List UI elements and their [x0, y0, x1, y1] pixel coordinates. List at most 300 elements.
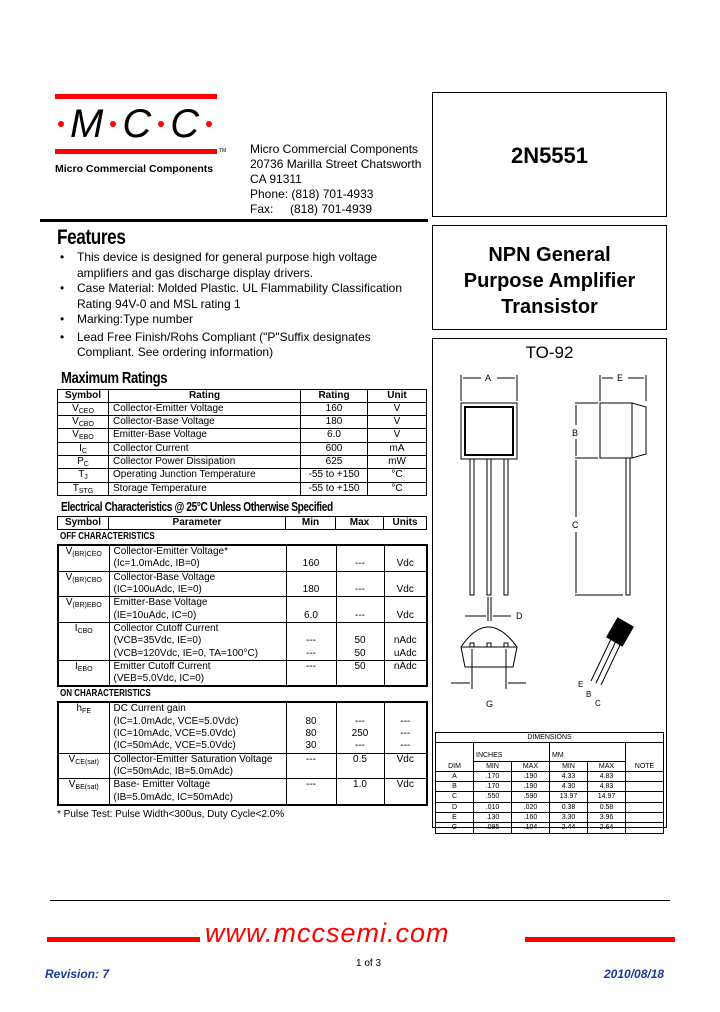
symbol-cell [58, 482, 109, 495]
cell-line: Vdc [396, 753, 414, 765]
parameter-cell [109, 702, 286, 753]
dimension-cell [626, 792, 664, 802]
table-row [436, 771, 664, 781]
dimension-cell: 4.83 [588, 771, 626, 781]
symbol: V [65, 597, 73, 609]
symbol: V [65, 546, 73, 558]
value-cell: 625 [301, 455, 368, 468]
table-row [58, 597, 427, 623]
cell-line [291, 546, 332, 558]
electrical-header-table [57, 516, 427, 530]
table-row [58, 779, 427, 805]
symbol: h [76, 703, 83, 715]
description-line: Purpose Amplifier [463, 270, 636, 292]
address-line: Micro Commercial Components [250, 142, 419, 156]
symbol-cell [58, 571, 109, 597]
company-name: Micro Commercial Components [55, 163, 214, 175]
description-line: NPN General [488, 244, 611, 266]
cell-line: (IC=50mAdc, VCE=5.0Vdc) [113, 740, 236, 752]
part-number-box [432, 92, 667, 217]
dimension-cell: 3.96 [588, 813, 626, 823]
left-column [57, 225, 426, 821]
cell-line [341, 546, 380, 558]
cell-line: nAdc [393, 635, 417, 647]
pulse-test-note: * Pulse Test: Pulse Width<300us, Duty Cycle<2.0% [57, 808, 285, 820]
table-row [58, 545, 427, 571]
footer-left-bar [47, 937, 200, 942]
column-header: Unit [368, 389, 427, 402]
feature-item: • Marking:Type number [60, 312, 429, 328]
dimension-cell: .010 [474, 802, 512, 812]
cell-line [291, 673, 332, 685]
column-header: Symbol [58, 516, 109, 529]
dimension-cell: .020 [512, 802, 550, 812]
symbol-subscript: J [84, 474, 88, 482]
parameter-cell [109, 660, 286, 686]
symbol-cell [58, 660, 109, 686]
dimension-cell: 4.33 [550, 771, 588, 781]
cell-line: (IE=10uAdc, IC=0) [113, 609, 197, 621]
fax: Fax: (818) 701-4939 [250, 202, 373, 216]
dimension-cell: .104 [512, 823, 550, 833]
cell-line: Vdc [396, 584, 414, 596]
parameter-cell [109, 597, 286, 623]
dim-label-a: A [485, 373, 492, 383]
dimension-cell: .160 [512, 813, 550, 823]
symbol-cell [58, 545, 109, 571]
dimension-cell: 2.44 [550, 823, 588, 833]
table-row [58, 753, 427, 779]
cell-line: Collector-Emitter Voltage* [113, 546, 228, 558]
revision: Revision: 7 [45, 967, 110, 981]
column-header: Min [286, 516, 336, 529]
max-cell [336, 660, 384, 686]
side-view [575, 375, 646, 595]
pin-label-e: E [578, 680, 584, 689]
symbol-subscript: (BR)CEO [72, 551, 102, 559]
column-header: Rating [109, 389, 301, 402]
rating-cell: Collector Current [109, 442, 301, 455]
cell-line [341, 597, 380, 609]
table-row [58, 469, 427, 482]
pin-label-c: C [595, 699, 601, 708]
dimension-cell: 4.83 [588, 782, 626, 792]
footer-divider [50, 900, 670, 901]
cell-line: (VCB=120Vdc, IE=0, TA=100°C) [113, 647, 259, 659]
dimension-cell [626, 823, 664, 833]
table-header-row [58, 389, 427, 402]
cell-line: (IC=1.0mAdc, VCE=5.0Vdc) [113, 715, 239, 727]
cell-line: 160 [302, 558, 320, 570]
cell-line: 1.0 [353, 779, 367, 791]
min-cell [286, 597, 336, 623]
cell-line: 50 [354, 647, 366, 659]
symbol: T [78, 469, 85, 481]
symbol: V [72, 429, 79, 441]
package-box [432, 338, 667, 832]
dimension-cell: 0.58 [588, 802, 626, 812]
logo-bottom-bar [55, 149, 217, 154]
max-cell [336, 622, 384, 660]
dimension-cell: A [436, 771, 474, 781]
dimensions-title: DIMENSIONS [436, 733, 664, 743]
mm-header: MM [550, 743, 626, 761]
cell-line: --- [355, 609, 365, 621]
description-line: Transistor [501, 296, 598, 318]
parameter-cell [109, 622, 286, 660]
table-row [58, 571, 427, 597]
cell-line: 30 [305, 740, 317, 752]
page-number: 1 of 3 [356, 958, 382, 969]
symbol-cell [58, 416, 109, 429]
cell-line: Vdc [396, 779, 414, 791]
cell-line: Collector Cutoff Current [113, 622, 219, 634]
cell-line: nAdc [393, 660, 417, 672]
cell-line: uAdc [393, 647, 417, 659]
symbol-subscript: FE [82, 708, 91, 716]
dimension-cell [626, 771, 664, 781]
phone: Phone: (818) 701-4933 [250, 187, 374, 201]
cell-line [291, 623, 332, 635]
rating-cell: Collector-Emitter Voltage [109, 402, 301, 415]
cell-line: (VCB=35Vdc, IE=0) [113, 635, 202, 647]
table-row [436, 813, 664, 823]
symbol: V [65, 571, 73, 583]
inches-header: INCHES [474, 743, 550, 761]
dimension-cell: .095 [474, 823, 512, 833]
max-cell [336, 571, 384, 597]
trademark: TM [219, 148, 227, 154]
max-cell [336, 753, 384, 779]
dimensions-table [435, 732, 664, 834]
table-header-row [58, 516, 427, 529]
cell-line: --- [306, 635, 316, 647]
cell-line: Collector-Base Voltage [113, 571, 216, 583]
symbol-subscript: BE(sat) [75, 784, 99, 792]
symbol: I [79, 442, 82, 454]
dimension-cell [626, 782, 664, 792]
min-cell [286, 571, 336, 597]
parameter-cell [109, 779, 286, 805]
symbol: V [68, 779, 76, 791]
cell-line [389, 572, 423, 584]
rating-cell: Collector-Base Voltage [109, 416, 301, 429]
symbol: I [74, 622, 78, 634]
rating-cell: Collector Power Dissipation [109, 455, 301, 468]
unit-cell [384, 622, 427, 660]
feature-item: • This device is designed for general purpose high voltage amplifiers and gas discharge display drivers. [60, 250, 429, 281]
dimension-cell: .550 [474, 792, 512, 802]
cell-line [389, 792, 423, 804]
rating-cell: Emitter-Base Voltage [109, 429, 301, 442]
package-name: TO-92 [525, 343, 574, 362]
min-cell [286, 702, 336, 753]
cell-line: --- [355, 715, 365, 727]
cell-line: Vdc [396, 558, 414, 570]
date: 2010/08/18 [604, 967, 665, 981]
table-row [58, 482, 427, 495]
table-row [58, 702, 427, 753]
3d-view [591, 618, 633, 685]
cell-line [341, 572, 380, 584]
column-header: NOTE [626, 743, 664, 772]
unit-cell: °C [368, 469, 427, 482]
dimension-cell [626, 802, 664, 812]
symbol: V [72, 416, 79, 428]
column-header: Max [336, 516, 384, 529]
symbol-cell [58, 753, 109, 779]
unit-cell: °C [368, 482, 427, 495]
cell-line [341, 766, 380, 778]
dimension-cell: 14.97 [588, 792, 626, 802]
cell-line: 50 [354, 660, 366, 672]
cell-line: 0.5 [353, 753, 367, 765]
value-cell: 6.0 [301, 429, 368, 442]
symbol-cell [58, 779, 109, 805]
column-header: MAX [512, 761, 550, 771]
symbol-subscript: STG [78, 487, 94, 495]
unit-cell: V [368, 416, 427, 429]
cell-line: Emitter Cutoff Current [113, 660, 211, 672]
dimension-cell: .170 [474, 782, 512, 792]
dimension-cell: .130 [474, 813, 512, 823]
symbol-cell [58, 702, 109, 753]
max-cell [336, 545, 384, 571]
symbol: V [68, 753, 76, 765]
dim-label-b: B [572, 428, 579, 438]
table-row [436, 802, 664, 812]
max-ratings-table [57, 389, 427, 496]
on-characteristics-table [57, 701, 428, 805]
column-header: Parameter [109, 516, 286, 529]
dimension-cell: 13.97 [550, 792, 588, 802]
cell-line [291, 572, 332, 584]
value-cell: 160 [301, 402, 368, 415]
column-header: DIM [436, 743, 474, 772]
min-cell [286, 779, 336, 805]
parameter-cell [109, 545, 286, 571]
unit-cell: V [368, 402, 427, 415]
cell-line [389, 546, 423, 558]
header-divider [40, 219, 428, 222]
max-ratings-heading: Maximum Ratings [61, 369, 168, 387]
cell-line: 250 [351, 728, 369, 740]
cell-line: 50 [354, 635, 366, 647]
cell-line [341, 792, 380, 804]
max-cell [336, 702, 384, 753]
cell-line: Vdc [396, 609, 414, 621]
cell-line [389, 623, 423, 635]
features-heading: Features [57, 226, 126, 249]
cell-line [291, 597, 332, 609]
cell-line [341, 703, 380, 715]
cell-line: --- [355, 558, 365, 570]
symbol-subscript: CE(sat) [75, 758, 99, 766]
table-row [58, 402, 427, 415]
cell-line: --- [400, 740, 411, 752]
dimension-cell: .170 [474, 771, 512, 781]
address-line: 20736 Marilla Street Chatsworth [250, 157, 422, 171]
symbol: P [77, 455, 84, 467]
symbol-cell [58, 622, 109, 660]
cell-line: (Ic=1.0mAdc, IB=0) [113, 558, 200, 570]
cell-line [291, 766, 332, 778]
cell-line: (VEB=5.0Vdc, IC=0) [113, 673, 205, 685]
unit-cell [384, 571, 427, 597]
dimension-cell: 4.30 [550, 782, 588, 792]
cell-line: 80 [305, 728, 317, 740]
cell-line: (IB=5.0mAdc, IC=50mAdc) [113, 791, 233, 803]
symbol-cell [58, 429, 109, 442]
dim-label-d: D [516, 611, 523, 621]
symbol-cell [58, 402, 109, 415]
off-characteristics-table [57, 544, 428, 687]
table-row [58, 442, 427, 455]
column-header: Units [384, 516, 427, 529]
symbol-cell [58, 597, 109, 623]
symbol-subscript: (BR)CBO [72, 576, 102, 584]
dim-label-c: C [572, 520, 579, 530]
column-header: MIN [550, 761, 588, 771]
cell-line: --- [400, 715, 411, 727]
part-number: 2N5551 [510, 143, 589, 168]
table-row [58, 622, 427, 660]
rating-cell: Storage Temperature [109, 482, 301, 495]
dimension-cell: .190 [512, 771, 550, 781]
table-row [436, 823, 664, 833]
table-row [436, 792, 664, 802]
cell-line: (IC=10mAdc, VCE=5.0Vdc) [113, 728, 236, 740]
column-header: MAX [588, 761, 626, 771]
footer-right-bar [525, 937, 675, 942]
cell-line [341, 673, 380, 685]
value-cell: -55 to +150 [301, 482, 368, 495]
unit-cell: mW [368, 455, 427, 468]
symbol-subscript: (BR)EBO [72, 602, 102, 610]
min-cell [286, 753, 336, 779]
cell-line [341, 623, 380, 635]
cell-line: --- [306, 660, 316, 672]
cell-line: --- [400, 728, 411, 740]
features-list [60, 250, 429, 361]
cell-line: (IC=100uAdc, IE=0) [113, 584, 202, 596]
table-row [58, 455, 427, 468]
table-row [58, 429, 427, 442]
dimension-cell: G [436, 823, 474, 833]
dimension-cell: .190 [512, 782, 550, 792]
unit-cell: mA [368, 442, 427, 455]
symbol-subscript: C [83, 460, 89, 468]
unit-cell [384, 779, 427, 805]
feature-item: • Case Material: Molded Plastic. UL Flammability Classification Rating 94V-0 and MSL rating 1 [60, 281, 429, 312]
unit-cell [384, 702, 427, 753]
unit-cell [384, 660, 427, 686]
symbol-subscript: CBO [78, 421, 94, 429]
table-row [58, 416, 427, 429]
cell-line: 6.0 [304, 609, 318, 621]
cell-line: --- [306, 779, 316, 791]
logo-top-bar [55, 94, 217, 99]
description-box [432, 225, 667, 330]
value-cell: 180 [301, 416, 368, 429]
address-line: CA 91311 [250, 172, 302, 186]
symbol-subscript: EBO [78, 434, 94, 442]
unit-cell: V [368, 429, 427, 442]
symbol-subscript: CEO [78, 407, 94, 415]
front-view [461, 375, 517, 595]
dimension-cell: .590 [512, 792, 550, 802]
cell-line: DC Current gain [113, 703, 186, 715]
column-header: Rating [301, 389, 368, 402]
unit-cell [384, 597, 427, 623]
dim-label-e: E [617, 373, 624, 383]
dimension-cell: C [436, 792, 474, 802]
bottom-view [451, 597, 526, 689]
off-characteristics-label: OFF CHARACTERISTICS [60, 531, 155, 543]
symbol-cell [58, 469, 109, 482]
dimension-cell: 3.30 [550, 813, 588, 823]
symbol-cell [58, 442, 109, 455]
cell-line [389, 673, 423, 685]
cell-line [291, 703, 332, 715]
on-characteristics-label: ON CHARACTERISTICS [60, 688, 151, 700]
value-cell: -55 to +150 [301, 469, 368, 482]
mcc-logo: M C C [58, 102, 218, 146]
table-row [436, 782, 664, 792]
cell-line: Emitter-Base Voltage [113, 597, 208, 609]
website-link[interactable]: www.mccsemi.com [205, 918, 450, 948]
symbol: V [72, 402, 79, 414]
to92-drawing [433, 339, 668, 729]
electrical-heading: Electrical Characteristics @ 25°C Unless Otherwise Specified [61, 498, 333, 514]
table-row [58, 660, 427, 686]
cell-line: --- [355, 740, 365, 752]
min-cell [286, 545, 336, 571]
cell-line: --- [306, 753, 316, 765]
symbol-cell [58, 455, 109, 468]
cell-line [389, 597, 423, 609]
symbol: T [72, 482, 79, 494]
company-address [250, 142, 421, 217]
symbol: I [74, 660, 78, 672]
cell-line [291, 792, 332, 804]
cell-line: --- [306, 647, 316, 659]
max-cell [336, 779, 384, 805]
dimension-cell: B [436, 782, 474, 792]
cell-line [389, 703, 423, 715]
symbol-subscript: EBO [77, 665, 93, 673]
unit-cell [384, 545, 427, 571]
dimension-cell: 0.38 [550, 802, 588, 812]
parameter-cell [109, 753, 286, 779]
cell-line: (IC=50mAdc, IB=5.0mAdc) [113, 765, 233, 777]
dimension-cell: 2.64 [588, 823, 626, 833]
value-cell: 600 [301, 442, 368, 455]
dimension-cell: E [436, 813, 474, 823]
rating-cell: Operating Junction Temperature [109, 469, 301, 482]
dimension-cell: D [436, 802, 474, 812]
unit-cell [384, 753, 427, 779]
symbol-subscript: C [81, 447, 87, 455]
cell-line: 180 [302, 584, 320, 596]
min-cell [286, 622, 336, 660]
max-cell [336, 597, 384, 623]
cell-line [389, 766, 423, 778]
cell-line: Base- Emitter Voltage [113, 779, 211, 791]
cell-line: 80 [305, 715, 317, 727]
column-header: MIN [474, 761, 512, 771]
cell-line: --- [355, 584, 365, 596]
